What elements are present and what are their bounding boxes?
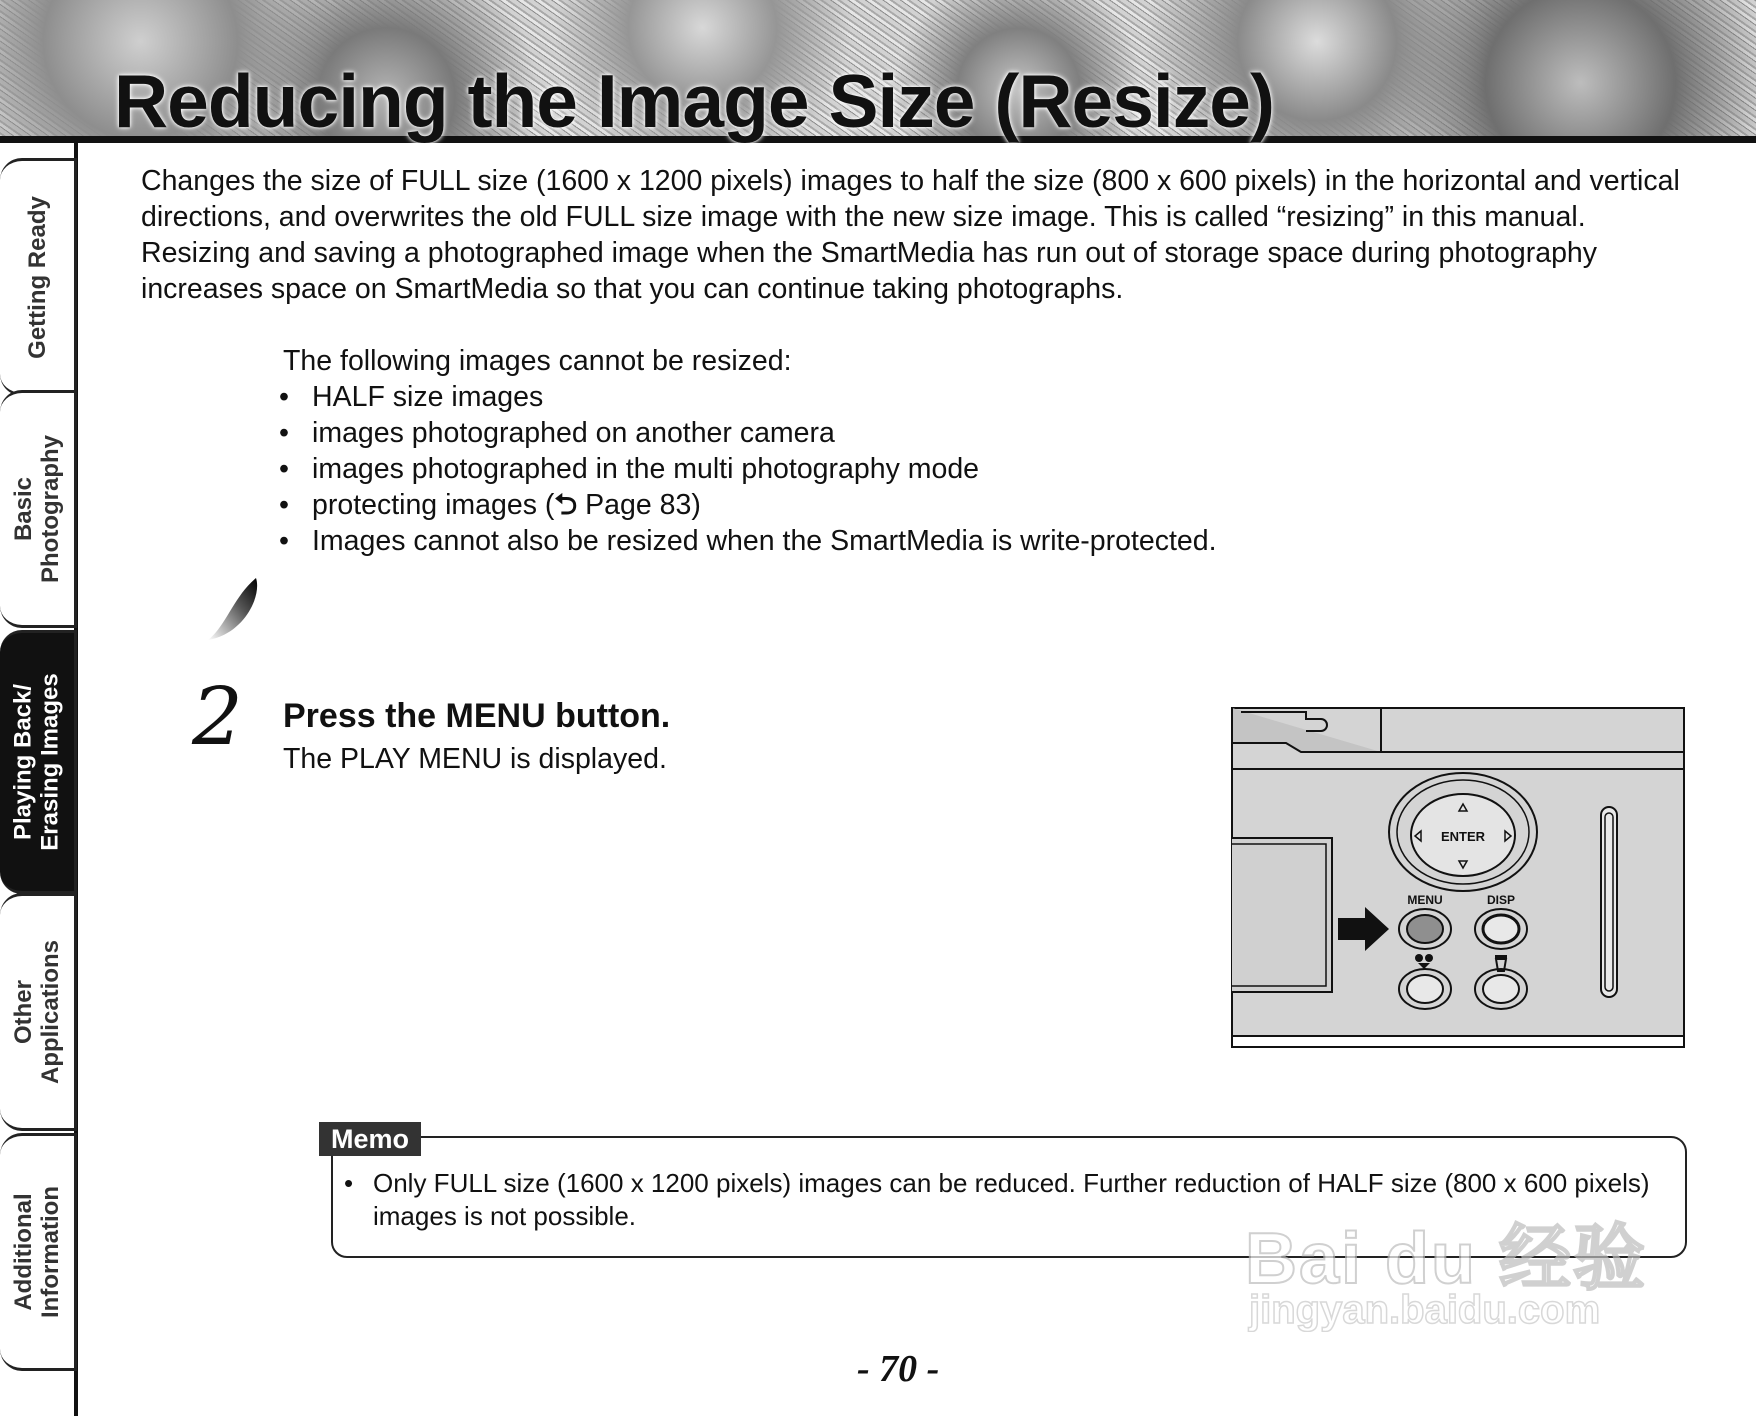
intro-paragraph-1: Changes the size of FULL size (1600 x 1200 pixels) images to half the size (800 x 600 pixels) in the horizontal and vertical directions, and overwrites the old FULL size image with the new size image. This is called “resizing” in this manual. (141, 165, 1680, 233)
list-item-protect (279, 487, 1217, 523)
intro-text (141, 163, 1681, 307)
baidu-watermark (1245, 1200, 1665, 1350)
cannot-resize-heading: The following images cannot be resized: (283, 345, 792, 377)
tab-getting-ready[interactable] (0, 158, 77, 396)
protect-text: protecting images ( (312, 489, 555, 521)
intro-paragraph-2: Resizing and saving a photographed image when the SmartMedia has run out of storage space during photography increases space on SmartMedia so that you can continue taking photographs. (141, 237, 1598, 305)
tab-label: Getting Ready (23, 195, 51, 359)
tab-basic-photography[interactable] (0, 390, 77, 628)
camera-back-illustration (1231, 707, 1685, 1048)
enter-label: ENTER (1440, 829, 1486, 844)
memo-item: • Only FULL size (1600 x 1200 pixels) images can be reduced. Further reduction of HALF size (800 x 600 pixels) images is not possible. (344, 1167, 1674, 1233)
list-item: • images photographed on another camera (279, 415, 1217, 451)
step-description: The PLAY MENU is displayed. (283, 743, 667, 775)
watermark-main: Bai du 经验 (1245, 1219, 1648, 1299)
menu-label: MENU (1407, 893, 1443, 907)
page-number: - 70 - (857, 1348, 940, 1390)
cannot-resize-list (279, 379, 1217, 559)
page-ref-link[interactable]: Page 83) (585, 489, 701, 521)
list-item: • images photographed in the multi photography mode (279, 451, 1217, 487)
tab-additional-information[interactable] (0, 1133, 77, 1371)
memo-tag: Memo (319, 1122, 421, 1156)
page-title: Reducing the Image Size (Resize) (114, 59, 1274, 143)
page-ref-arrow-icon: ⮌ (554, 489, 578, 521)
step-number: 2 (192, 670, 243, 763)
watermark-sub: jingyan.baidu.com (1249, 1288, 1601, 1332)
step-title: Press the MENU button. (283, 697, 671, 735)
swoosh-icon (204, 576, 260, 642)
list-item: • Images cannot also be resized when the SmartMedia is write-protected. (279, 523, 1217, 559)
tab-label: Other Applications (10, 939, 65, 1085)
tab-label: Additional Information (10, 1186, 64, 1318)
tab-other-applications[interactable] (0, 893, 77, 1131)
list-item: • HALF size images (279, 379, 1217, 415)
disp-label: DISP (1486, 893, 1516, 907)
tab-playing-back[interactable] (0, 630, 77, 894)
tab-label: Playing Back/ Erasing Images (10, 673, 65, 851)
tab-label: Basic Photography (10, 435, 64, 583)
